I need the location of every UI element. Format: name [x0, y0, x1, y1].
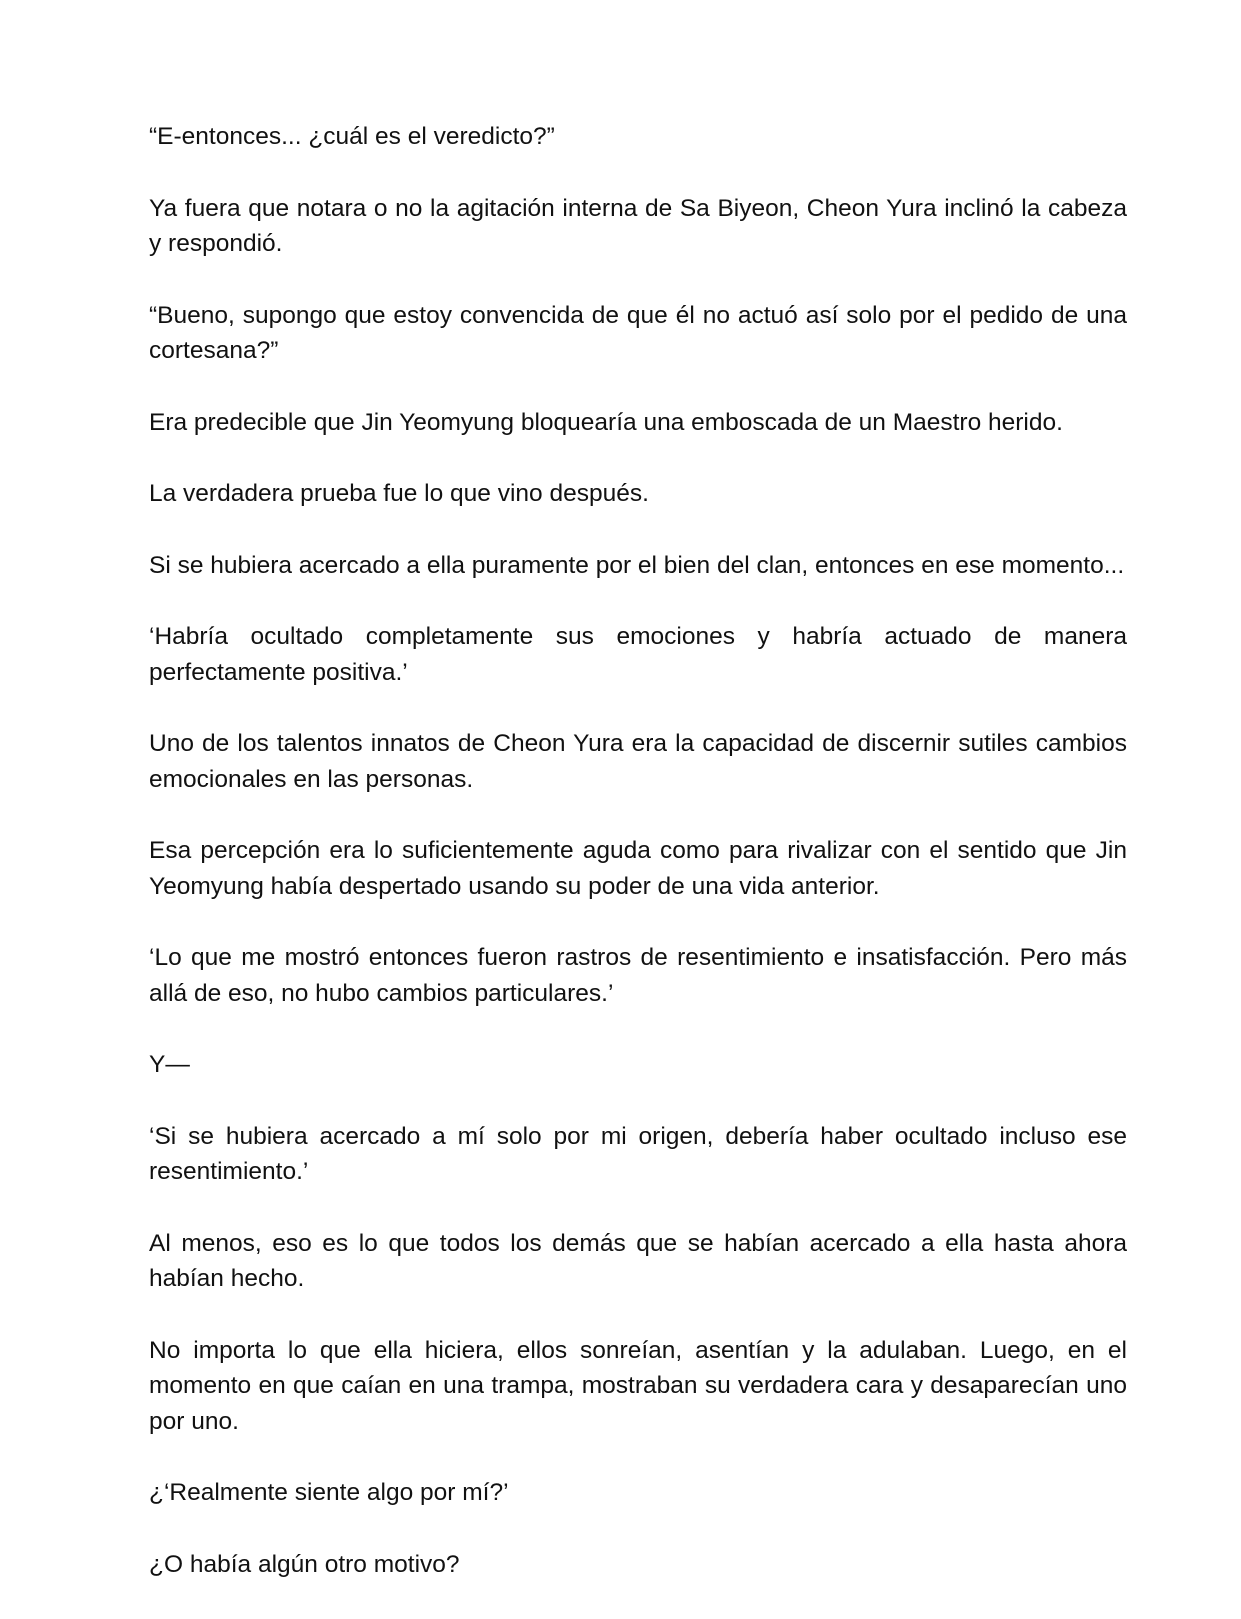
paragraph: Y—: [149, 1051, 190, 1078]
document-body: [149, 119, 1127, 1618]
paragraph: Uno de los talentos innatos de Cheon Yura era la capacidad de discernir sutiles cambios emocionales en las personas.: [149, 730, 1127, 793]
paragraph: ‘Lo que me mostró entonces fueron rastros de resentimiento e insatisfacción. Pero más allá de eso, no hubo cambios particulares.’: [149, 944, 1127, 1007]
paragraph: Ya fuera que notara o no la agitación interna de Sa Biyeon, Cheon Yura inclinó la cabeza y respondió.: [149, 194, 1127, 257]
paragraph: Era predecible que Jin Yeomyung bloquearía una emboscada de un Maestro herido.: [149, 408, 1063, 436]
paragraph: Esa percepción era lo suficientemente aguda como para rivalizar con el sentido que Jin Yeomyung había despertado usando su poder de una vida anterior.: [149, 837, 1127, 900]
paragraph: La verdadera prueba fue lo que vino después.: [149, 480, 649, 507]
paragraph: Si se hubiera acercado a ella puramente por el bien del clan, entonces en ese momento...: [149, 551, 1125, 579]
paragraph: ¿‘Realmente siente algo por mí?’: [149, 1479, 509, 1506]
paragraph: “E-entonces... ¿cuál es el veredicto?”: [149, 123, 555, 150]
paragraph: Al menos, eso es lo que todos los demás que se habían acercado a ella hasta ahora habían hecho.: [149, 1229, 1127, 1292]
paragraph: ¿O había algún otro motivo?: [149, 1550, 460, 1578]
paragraph: No importa lo que ella hiciera, ellos sonreían, asentían y la adulaban. Luego, en el momento en que caían en una trampa, mostraban su verdadera cara y desaparecían uno por uno.: [149, 1336, 1127, 1435]
paragraph: ‘Si se hubiera acercado a mí solo por mi origen, debería haber ocultado incluso ese resentimiento.’: [149, 1122, 1127, 1185]
paragraph: ‘Habría ocultado completamente sus emociones y habría actuado de manera perfectamente positiva.’: [149, 623, 1127, 686]
paragraph: “Bueno, supongo que estoy convencida de que él no actuó así solo por el pedido de una cortesana?”: [149, 301, 1127, 364]
